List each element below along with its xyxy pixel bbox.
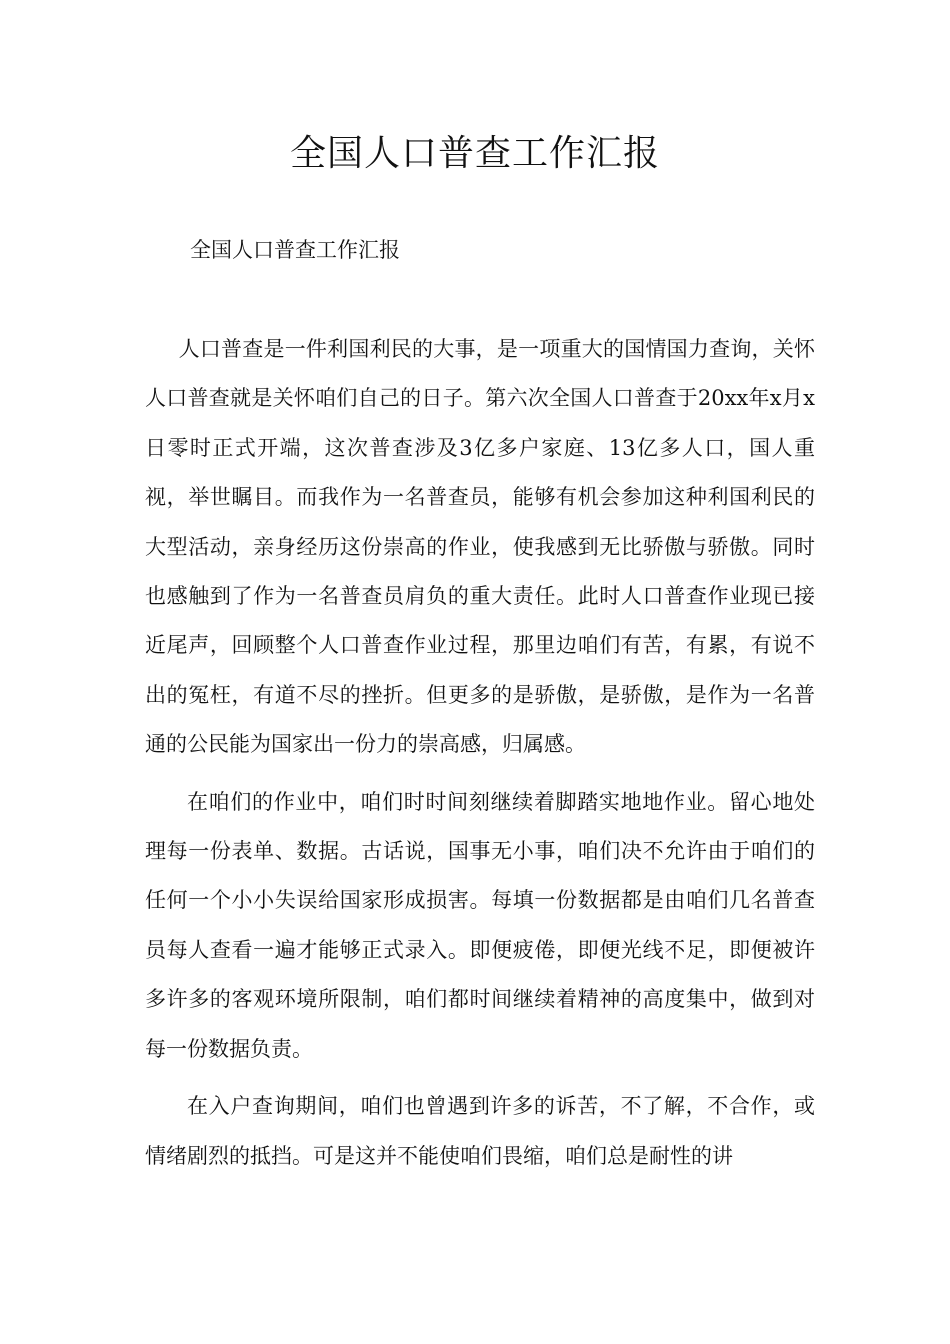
document-title: 全国人口普查工作汇报 <box>289 133 660 174</box>
document-subtitle: 全国人口普查工作汇报 <box>190 238 400 262</box>
paragraph: 人口普查是一件利国利民的大事，是一项重大的国情国力查询，关怀人口普查就是关怀咱们自己的日子。第六次全国人口普查于20xx年x月x日零时正式开端，这次普查涉及3亿多户家庭、13亿多人口，国人重视，举世瞩目。而我作为一名普查员，能够有机会参加这种利国利民的大型活动，亲身经历这份崇高的作业，使我感到无比骄傲与骄傲。同时也感触到了作为一名普查员肩负的重大责任。此时人口普查作业现已接近尾声，回顾整个人口普查作业过程，那里边咱们有苦，有累，有说不出的冤枉，有道不尽的挫折。但更多的是骄傲，是骄傲，是作为一名普通的公民能为国家出一份力的崇高感，归属感。 <box>145 337 815 757</box>
paragraph: 在咱们的作业中，咱们时时间刻继续着脚踏实地地作业。留心地处理每一份表单、数据。古话说，国事无小事，咱们决不允许由于咱们的任何一个小小失误给国家形成损害。每填一份数据都是由咱们几名普查员每人查看一遍才能够正式录入。即便疲倦，即便光线不足，即便被许多许多的客观环境所限制，咱们都时间继续着精神的高度集中，做到对每一份数据负责。 <box>145 789 815 1061</box>
document-body <box>145 325 815 1189</box>
paragraph: 在入户查询期间，咱们也曾遇到许多的诉苦，不了解，不合作，或情绪剧烈的抵挡。可是这并不能使咱们畏缩，咱们总是耐性的讲 <box>145 1094 815 1168</box>
